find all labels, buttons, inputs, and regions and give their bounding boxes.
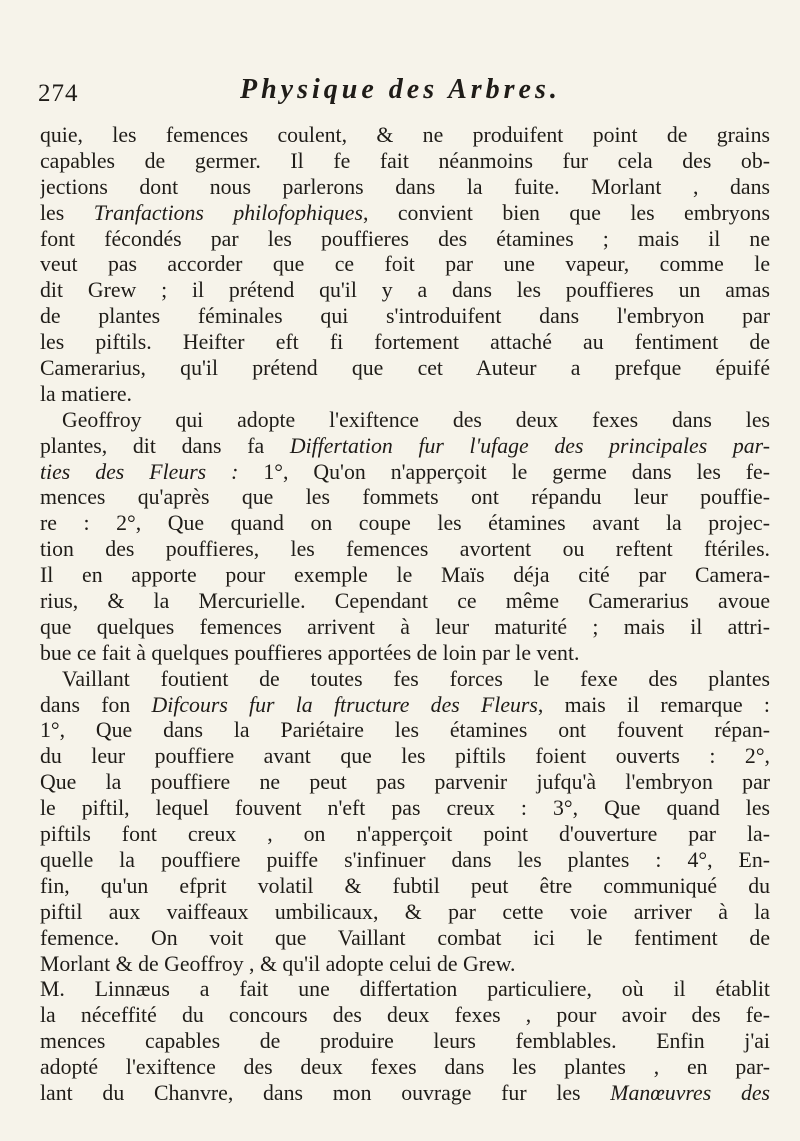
line-text: Il en apporte pour exemple le Maïs déja cité par Camera- [40, 563, 770, 588]
text-line [40, 1029, 770, 1055]
text-line [40, 278, 770, 304]
text-line [40, 537, 770, 563]
text-line [40, 822, 770, 848]
text-line [40, 589, 770, 615]
line-text: tion des pouffieres, les femences avortent ou reftent ftériles. [40, 537, 770, 562]
italic-title-text: Tranfactions philofophiques [93, 200, 363, 225]
line-text: Camerarius, qu'il prétend que cet Auteur a prefque épuifé [40, 356, 770, 381]
line-text: bue ce fait à quelques pouffieres apportées de loin par le vent. [40, 640, 580, 665]
line-text: le piftil, lequel fouvent n'eft pas creux : 3°, Que quand les [40, 796, 770, 821]
text-line [40, 770, 770, 796]
text-line [40, 796, 770, 822]
line-text: jections dont nous parlerons dans la fuite. Morlant , dans [40, 174, 770, 199]
line-text: quie, les femences coulent, & ne produifent point de grains [40, 123, 770, 147]
italic-title-text: Manœuvres des [610, 1080, 770, 1105]
text-line [40, 201, 770, 227]
text-line [40, 304, 770, 330]
text-line [40, 511, 770, 537]
line-text: quelle la pouffiere puiffe s'infinuer dans les plantes : 4°, En- [40, 847, 770, 872]
body-text [40, 123, 770, 1107]
line-text: mences capables de produire leurs femblables. Enfin j'ai [40, 1029, 770, 1054]
text-line [40, 434, 770, 460]
text-line [40, 123, 770, 149]
text-line [40, 252, 770, 278]
text-line [40, 693, 770, 719]
text-line [40, 744, 770, 770]
line-text: M. Linnæus a fait une differtation particuliere, où il établit [40, 977, 770, 1002]
line-text: , convient bien que les embryons [362, 200, 770, 225]
page-number: 274 [38, 80, 79, 107]
text-line [40, 848, 770, 874]
line-text: plantes, dit dans fa [40, 433, 290, 458]
text-line [40, 667, 770, 693]
text-line [40, 1003, 770, 1029]
text-line [40, 330, 770, 356]
text-line [40, 641, 770, 667]
text-line [40, 485, 770, 511]
italic-title-text: Differtation fur l'ufage des principales par- [289, 433, 770, 458]
line-text: Vaillant foutient de toutes fes forces le fexe des plantes [62, 666, 770, 691]
italic-title-text: ties des Fleurs : [40, 459, 239, 484]
text-line [40, 615, 770, 641]
line-text: Geoffroy qui adopte l'exiftence des deux fexes dans les [62, 407, 770, 432]
text-line [40, 382, 770, 408]
line-text: font fécondés par les pouffieres des étamines ; mais il ne [40, 226, 770, 251]
line-text: 1°, Que dans la Pariétaire les étamines ont fouvent répan- [40, 718, 770, 743]
line-text: les [40, 200, 94, 225]
line-text: la matiere. [40, 381, 132, 406]
text-line [40, 1055, 770, 1081]
text-line [40, 952, 770, 978]
text-line [40, 149, 770, 175]
page-header [38, 72, 768, 116]
line-text: la néceffité du concours des deux fexes , pour avoir des fe- [40, 1003, 770, 1028]
line-text: fin, qu'un efprit volatil & fubtil peut être communiqué du [40, 873, 770, 898]
line-text: lant du Chanvre, dans mon ouvrage fur les [40, 1080, 611, 1105]
italic-title-text: Difcours fur la ftructure des Fleurs [151, 692, 538, 717]
text-line [40, 356, 770, 382]
line-text: du leur pouffiere avant que les piftils foient ouverts : 2°, [40, 744, 770, 769]
text-line [40, 900, 770, 926]
line-text: rius, & la Mercurielle. Cependant ce même Camerarius avoue [40, 589, 770, 614]
text-line [40, 977, 770, 1003]
line-text: 1°, Qu'on n'apperçoit le germe dans les fe- [238, 459, 770, 484]
line-text: adopté l'exiftence des deux fexes dans les plantes , en par- [40, 1055, 770, 1080]
text-line [40, 563, 770, 589]
line-text: les piftils. Heifter eft fi fortement attaché au fentiment de [40, 330, 770, 355]
line-text: de plantes féminales qui s'introduifent dans l'embryon par [40, 304, 770, 329]
line-text: capables de germer. Il fe fait néanmoins fur cela des ob- [40, 148, 770, 173]
text-line [40, 227, 770, 253]
line-text: femence. On voit que Vaillant combat ici le fentiment de [40, 925, 770, 950]
line-text: que quelques femences arrivent à leur maturité ; mais il attri- [40, 614, 770, 639]
text-line [40, 718, 770, 744]
line-text: veut pas accorder que ce foit par une vapeur, comme le [40, 252, 770, 277]
line-text: mences qu'après que les fommets ont répandu leur pouffie- [40, 485, 770, 510]
line-text: Que la pouffiere ne peut pas parvenir jufqu'à l'embryon par [40, 770, 770, 795]
line-text: dans fon [40, 692, 152, 717]
text-line [40, 874, 770, 900]
line-text: Morlant & de Geoffroy , & qu'il adopte celui de Grew. [40, 951, 516, 976]
text-line [40, 460, 770, 486]
text-line [40, 175, 770, 201]
text-line [40, 408, 770, 434]
line-text: , mais il remarque : [537, 692, 770, 717]
line-text: piftil aux vaiffeaux umbilicaux, & par cette voie arriver à la [40, 899, 770, 924]
line-text: piftils font creux , on n'apperçoit point d'ouverture par la- [40, 822, 770, 847]
text-line [40, 926, 770, 952]
line-text: dit Grew ; il prétend qu'il y a dans les pouffieres un amas [40, 278, 770, 303]
running-title: Physique des Arbres. [240, 74, 561, 105]
line-text: re : 2°, Que quand on coupe les étamines avant la projec- [40, 511, 770, 536]
text-line [40, 1081, 770, 1107]
